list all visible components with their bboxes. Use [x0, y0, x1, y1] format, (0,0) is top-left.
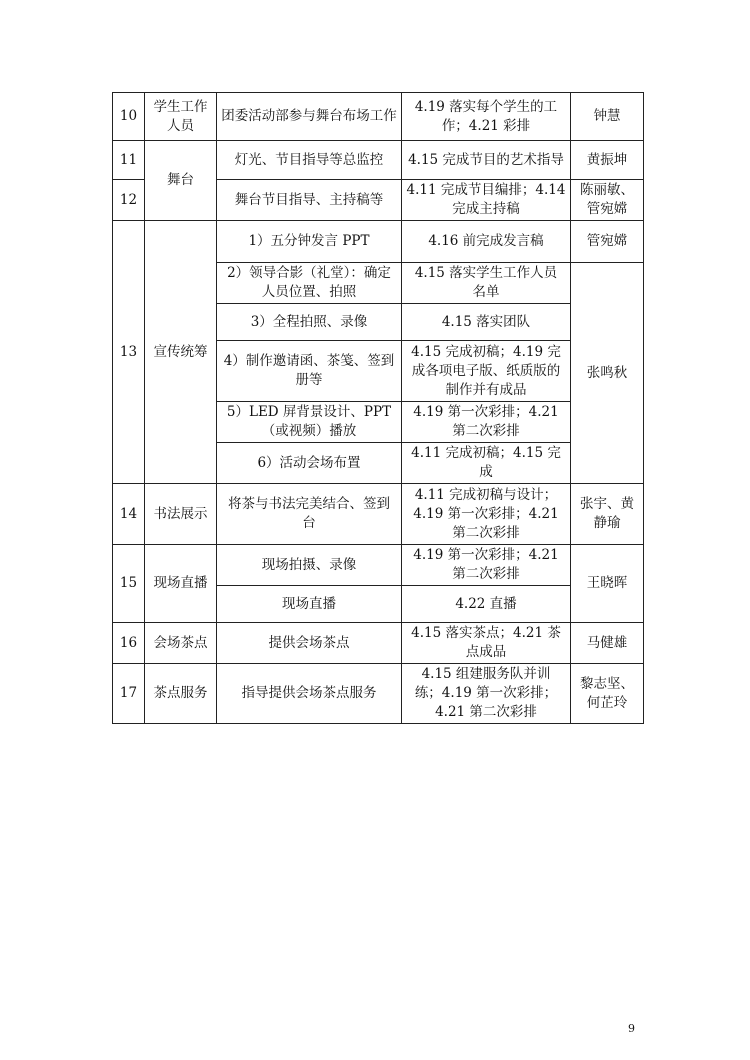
- person-cell: 钟慧: [571, 93, 644, 141]
- time-cell: 4.15 落实团队: [402, 304, 571, 341]
- task-cell: 现场拍摄、录像: [217, 545, 402, 586]
- table-row: [113, 93, 644, 141]
- department-cell: 宣传统筹: [145, 221, 217, 484]
- schedule-table: [112, 92, 644, 724]
- row-number: 13: [113, 221, 145, 484]
- time-cell: 4.11 完成节目编排；4.14 完成主持稿: [402, 180, 571, 221]
- department-cell: 书法展示: [145, 484, 217, 545]
- person-cell: 马健雄: [571, 623, 644, 664]
- department-cell: 会场茶点: [145, 623, 217, 664]
- task-cell: 指导提供会场茶点服务: [217, 664, 402, 724]
- task-cell: 1）五分钟发言 PPT: [217, 221, 402, 263]
- person-cell: 管宛嫦: [571, 221, 644, 263]
- task-cell: 灯光、节目指导等总监控: [217, 141, 402, 180]
- person-cell: 陈丽敏、管宛嫦: [571, 180, 644, 221]
- time-cell: 4.11 完成初稿与设计；4.19 第一次彩排；4.21 第二次彩排: [402, 484, 571, 545]
- page-number: 9: [628, 1022, 635, 1035]
- task-cell: 3）全程拍照、录像: [217, 304, 402, 341]
- time-cell: 4.11 完成初稿；4.15 完成: [402, 443, 571, 484]
- task-cell: 现场直播: [217, 586, 402, 623]
- person-cell: 张宇、黄静瑜: [571, 484, 644, 545]
- row-number: 17: [113, 664, 145, 724]
- person-cell: 黄振坤: [571, 141, 644, 180]
- time-cell: 4.16 前完成发言稿: [402, 221, 571, 263]
- task-cell: 舞台节目指导、主持稿等: [217, 180, 402, 221]
- time-cell: 4.22 直播: [402, 586, 571, 623]
- table-row: [113, 221, 644, 263]
- row-number: 12: [113, 180, 145, 221]
- department-cell: 舞台: [145, 141, 217, 221]
- task-cell: 6）活动会场布置: [217, 443, 402, 484]
- row-number: 14: [113, 484, 145, 545]
- person-cell: 黎志坚、何芷玲: [571, 664, 644, 724]
- time-cell: 4.19 第一次彩排；4.21 第二次彩排: [402, 545, 571, 586]
- table-row: [113, 664, 644, 724]
- time-cell: 4.15 组建服务队并训练；4.19 第一次彩排；4.21 第二次彩排: [402, 664, 571, 724]
- task-cell: 提供会场茶点: [217, 623, 402, 664]
- task-cell: 将茶与书法完美结合、签到台: [217, 484, 402, 545]
- time-cell: 4.19 落实每个学生的工作；4.21 彩排: [402, 93, 571, 141]
- time-cell: 4.15 完成节目的艺术指导: [402, 141, 571, 180]
- time-cell: 4.15 完成初稿；4.19 完成各项电子版、纸质版的制作并有成品: [402, 341, 571, 402]
- table-row: [113, 141, 644, 180]
- row-number: 15: [113, 545, 145, 623]
- row-number: 11: [113, 141, 145, 180]
- row-number: 16: [113, 623, 145, 664]
- row-number: 10: [113, 93, 145, 141]
- time-cell: 4.19 第一次彩排；4.21 第二次彩排: [402, 402, 571, 443]
- task-cell: 团委活动部参与舞台布场工作: [217, 93, 402, 141]
- task-cell: 5）LED 屏背景设计、PPT（或视频）播放: [217, 402, 402, 443]
- task-cell: 4）制作邀请函、茶笺、签到册等: [217, 341, 402, 402]
- table-row: [113, 623, 644, 664]
- person-cell: 王晓晖: [571, 545, 644, 623]
- time-cell: 4.15 落实茶点；4.21 茶点成品: [402, 623, 571, 664]
- task-cell: 2）领导合影（礼堂）：确定人员位置、拍照: [217, 263, 402, 304]
- department-cell: 现场直播: [145, 545, 217, 623]
- time-cell: 4.15 落实学生工作人员名单: [402, 263, 571, 304]
- table-row: [113, 484, 644, 545]
- department-cell: 茶点服务: [145, 664, 217, 724]
- person-cell: 张鸣秋: [571, 263, 644, 484]
- table-row: [113, 545, 644, 586]
- department-cell: 学生工作人员: [145, 93, 217, 141]
